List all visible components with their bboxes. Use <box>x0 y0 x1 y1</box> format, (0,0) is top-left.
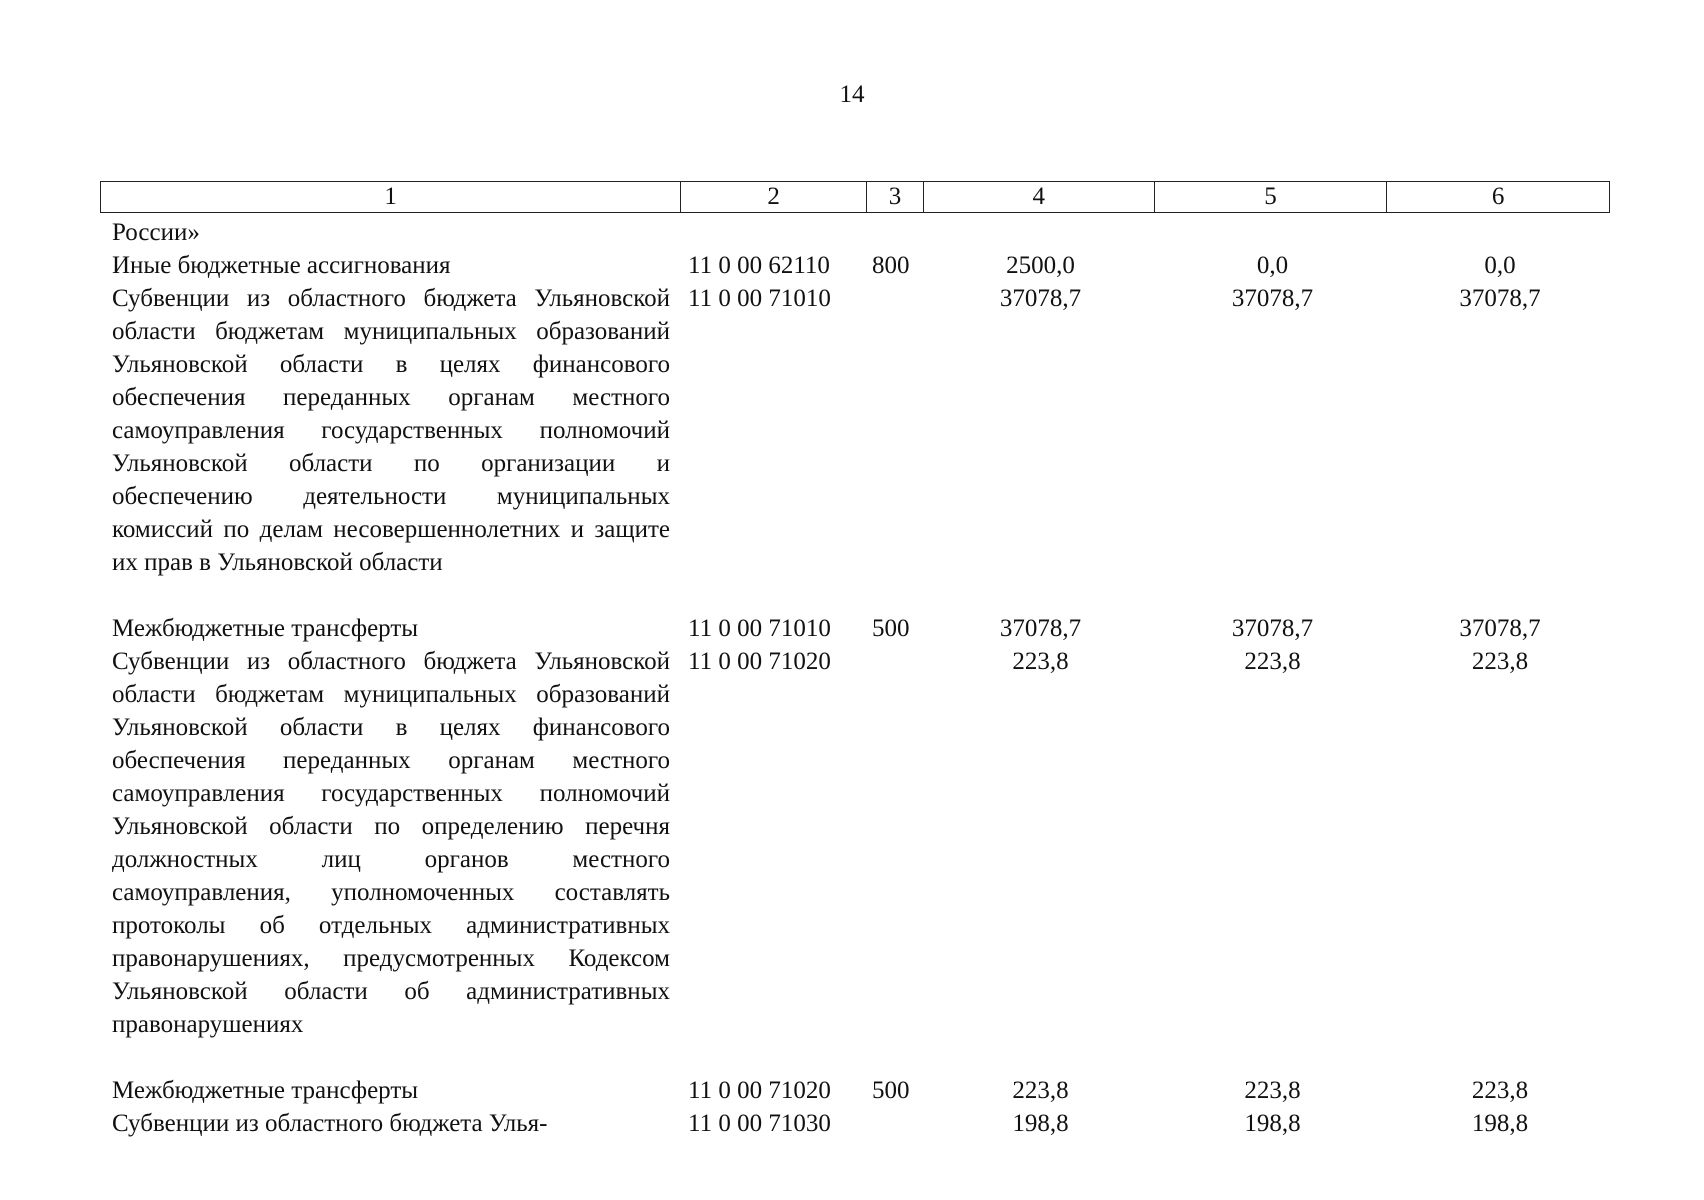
row-value-col-5: 198,8 <box>1244 1110 1301 1137</box>
table-row <box>0 1107 1704 1140</box>
page-number: 14 <box>839 81 865 108</box>
table-row <box>0 216 1704 249</box>
row-name: Иные бюджетные ассигнования <box>112 252 451 279</box>
row-name: России» <box>112 219 200 246</box>
row-value-col-4: 223,8 <box>1012 1077 1069 1104</box>
table-row <box>0 282 1704 612</box>
table-header-col-4: 4 <box>924 182 1155 212</box>
row-type: 500 <box>872 615 910 642</box>
table-header-col-3: 3 <box>867 182 924 212</box>
table-row <box>0 645 1704 1074</box>
table-header-col-1: 1 <box>101 182 681 212</box>
row-code: 11 0 00 71020 <box>688 648 831 675</box>
row-type: 500 <box>872 1077 910 1104</box>
table-header-col-5: 5 <box>1155 182 1388 212</box>
row-code: 11 0 00 71030 <box>688 1110 831 1137</box>
row-value-col-5: 37078,7 <box>1231 615 1314 642</box>
row-name: Субвенции из областного бюджета Ульяновской области бюджетам муниципальных образований Ульяновской области в целях финансового обеспечения переданных органам местного самоуправления государственных полномочий Ульяновской области по организации и обеспечению деятельности муниципальных комиссий по делам несовершеннолетних и защите их прав в Ульяновской области <box>112 285 670 576</box>
row-name: Межбюджетные трансферты <box>112 1077 419 1104</box>
row-value-col-4: 198,8 <box>1012 1110 1069 1137</box>
table-header-col-6: 6 <box>1491 183 1505 210</box>
row-code: 11 0 00 71010 <box>688 285 831 312</box>
row-name: Межбюджетные трансферты <box>112 615 419 642</box>
row-name: Субвенции из областного бюджета Ульяновской области бюджетам муниципальных образований Ульяновской области в целях финансового обеспечения переданных органам местного самоуправления государственных полномочий Ульяновской области по определению перечня должностных лиц органов местного самоуправления, уполномоченных составлять протоколы об отдельных административных правонарушениях, предусмотренных Кодексом Ульяновской области об административных правонарушениях <box>112 648 670 1038</box>
row-value-col-4: 2500,0 <box>1006 252 1075 279</box>
row-value-col-5: 0,0 <box>1256 252 1289 279</box>
table-row <box>0 1074 1704 1107</box>
row-value-col-4: 223,8 <box>1012 648 1069 675</box>
row-value-col-4: 37078,7 <box>999 615 1082 642</box>
row-value-col-6: 37078,7 <box>1459 615 1541 642</box>
table-row <box>0 612 1704 645</box>
table-row <box>0 249 1704 282</box>
row-type: 800 <box>872 252 910 279</box>
row-value-col-6: 223,8 <box>1471 1077 1529 1104</box>
row-value-col-4: 37078,7 <box>999 285 1082 312</box>
row-value-col-5: 37078,7 <box>1231 285 1314 312</box>
row-code: 11 0 00 62110 <box>688 252 830 279</box>
row-code: 11 0 00 71020 <box>688 1077 831 1104</box>
row-value-col-6: 37078,7 <box>1459 285 1541 312</box>
row-value-col-6: 223,8 <box>1471 648 1529 675</box>
row-value-col-6: 0,0 <box>1484 252 1516 279</box>
row-value-col-5: 223,8 <box>1244 1077 1301 1104</box>
row-name: Субвенции из областного бюджета Улья- <box>112 1110 548 1137</box>
row-code: 11 0 00 71010 <box>688 615 831 642</box>
table-body <box>0 216 1704 1140</box>
table-header-col-2: 2 <box>681 182 867 212</box>
table-header-row <box>100 181 1610 213</box>
row-value-col-5: 223,8 <box>1244 648 1301 675</box>
row-value-col-6: 198,8 <box>1471 1110 1529 1137</box>
